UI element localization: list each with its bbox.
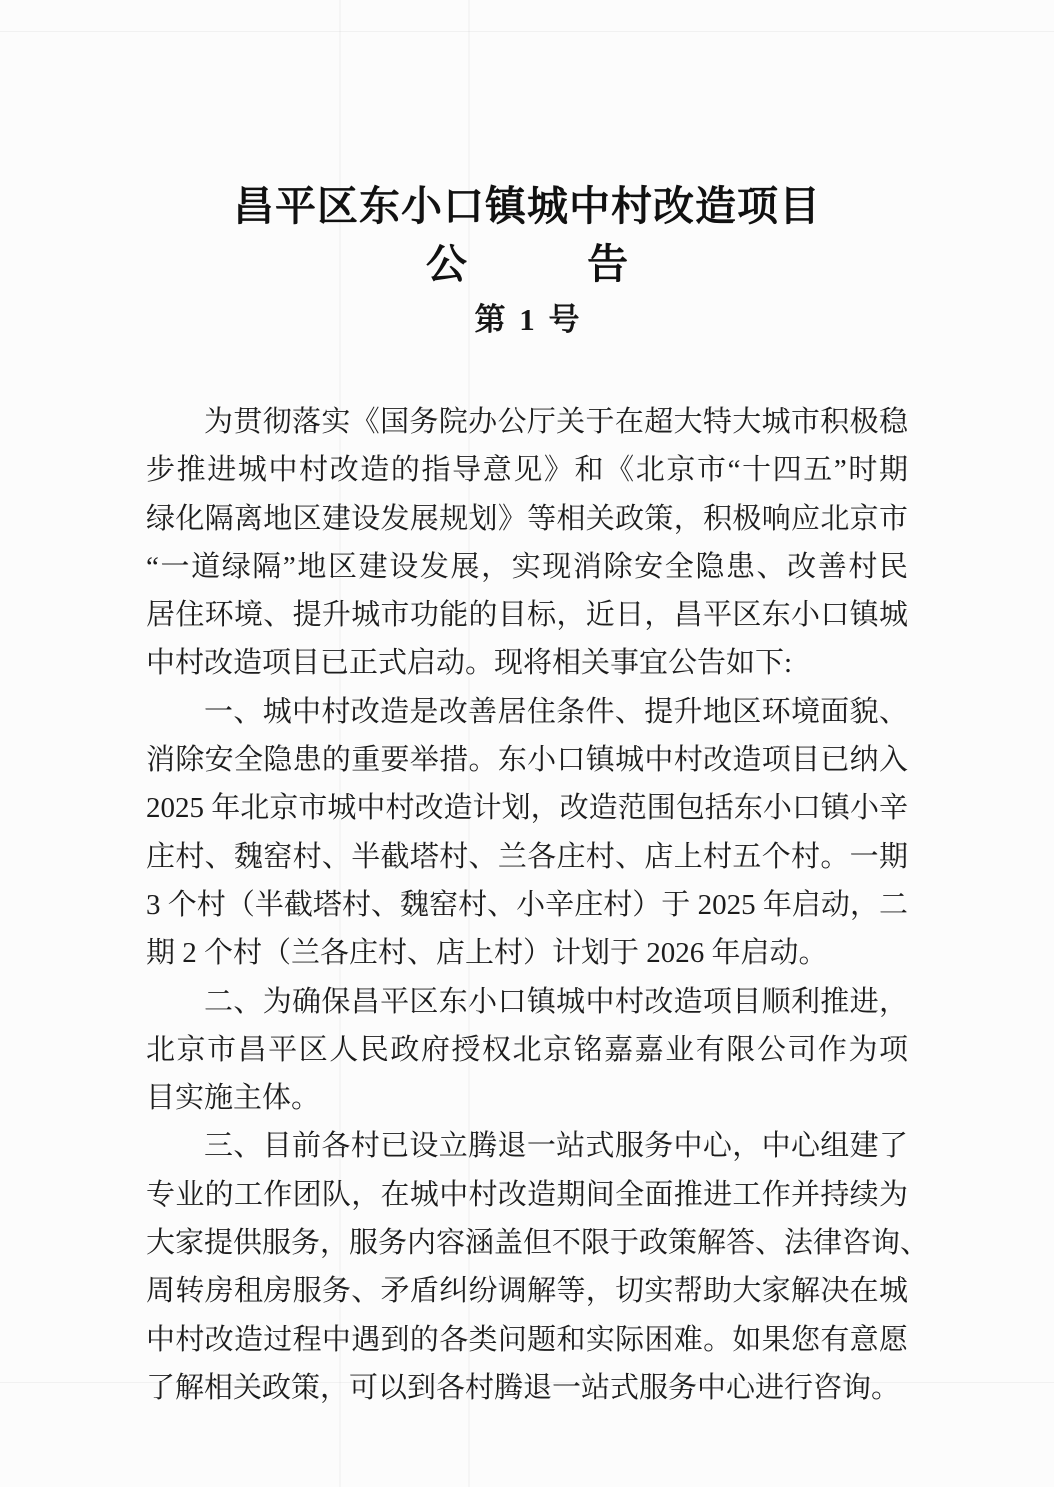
text-line: 周转房租房服务、矛盾纠纷调解等，切实帮助大家解决在城 [146, 1275, 908, 1308]
document-title: 昌平区东小口镇城中村改造项目 [233, 182, 821, 230]
announcement-document [146, 178, 930, 1412]
text-line: 步推进城中村改造的指导意见》和《北京市“十四五”时期 [146, 454, 908, 487]
text-line: 中村改造项目已正式启动。现将相关事宜公告如下: [146, 647, 793, 680]
text-line: 庄村、魏窑村、半截塔村、兰各庄村、店上村五个村。一期 [146, 840, 908, 873]
text-line: 消除安全隐患的重要举措。东小口镇城中村改造项目已纳入 [146, 744, 908, 777]
text-line: 居住环境、提升城市功能的目标，近日，昌平区东小口镇城 [146, 599, 908, 632]
text-line: 2025 年北京市城中村改造计划，改造范围包括东小口镇小辛 [146, 792, 908, 825]
text-line: 专业的工作团队，在城中村改造期间全面推进工作并持续为 [146, 1178, 908, 1211]
text-line: 二、为确保昌平区东小口镇城中村改造项目顺利推进， [204, 985, 908, 1018]
text-line: 为贯彻落实《国务院办公厅关于在超大特大城市积极稳 [204, 406, 908, 438]
scan-artifact [0, 31, 1054, 32]
text-line: 绿化隔离地区建设发展规划》等相关政策，积极响应北京市 [146, 502, 908, 535]
document-subtitle: 公 告 [425, 240, 629, 288]
text-line: 一、城中村改造是改善居住条件、提升地区环境面貌、 [204, 695, 908, 728]
text-line: 大家提供服务，服务内容涵盖但不限于政策解答、法律咨询、 [146, 1227, 930, 1260]
document-number: 第 1 号 [474, 302, 580, 337]
text-line: “一道绿隔”地区建设发展，实现消除安全隐患、改善村民 [146, 550, 908, 583]
text-line: 目实施主体。 [146, 1082, 321, 1115]
text-line: 了解相关政策，可以到各村腾退一站式服务中心进行咨询。 [146, 1371, 901, 1404]
document-body [146, 398, 930, 1412]
text-line: 北京市昌平区人民政府授权北京铭嘉嘉业有限公司作为项 [146, 1033, 908, 1066]
text-line: 中村改造过程中遇到的各类问题和实际困难。如果您有意愿 [146, 1323, 908, 1356]
text-line: 3 个村（半截塔村、魏窑村、小辛庄村）于 2025 年启动，二 [146, 888, 908, 921]
text-line: 期 2 个村（兰各庄村、店上村）计划于 2026 年启动。 [146, 937, 828, 970]
text-line: 三、目前各村已设立腾退一站式服务中心，中心组建了 [204, 1130, 908, 1163]
